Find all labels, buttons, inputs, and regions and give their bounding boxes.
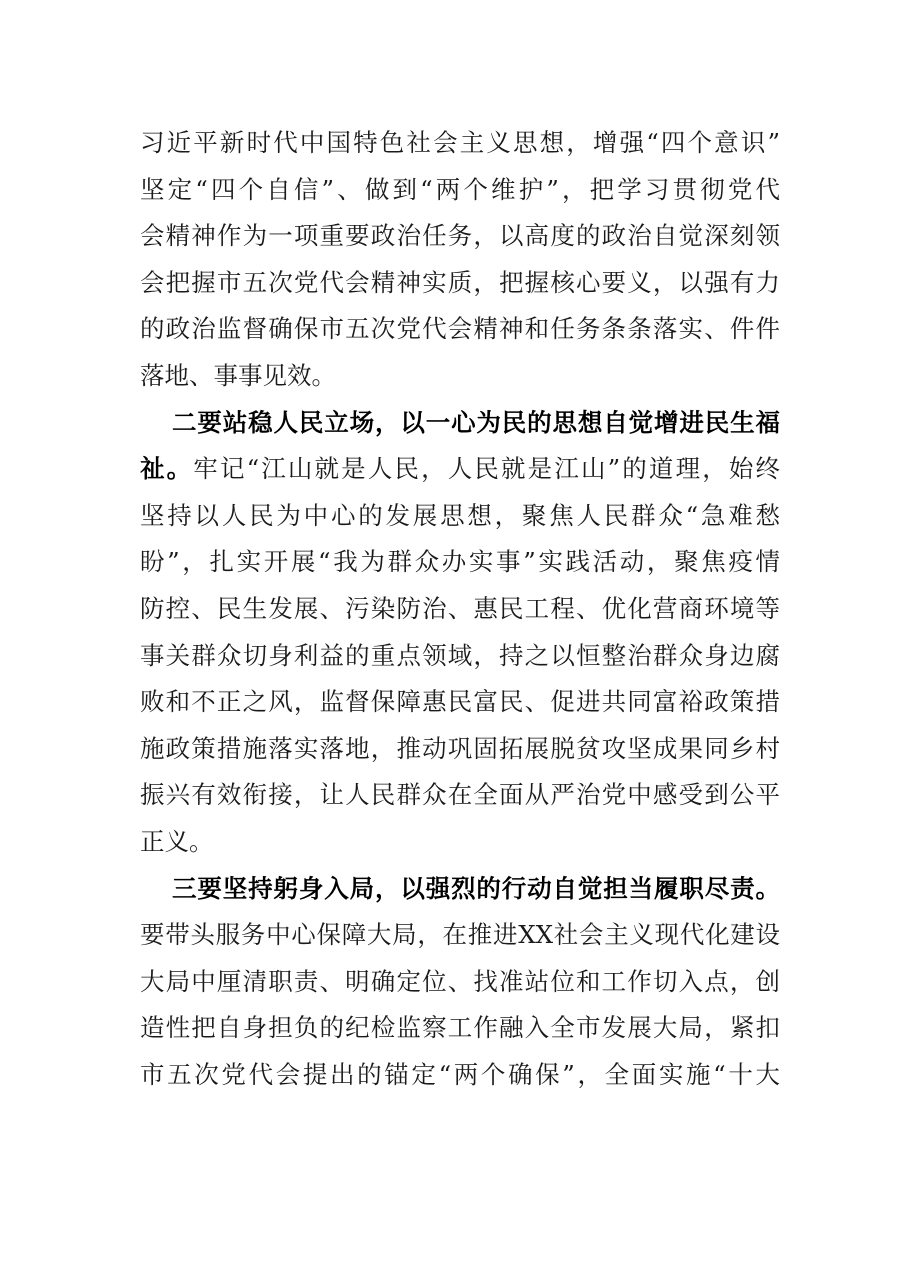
text-line: 坚定“四个自信”、做到“两个维护”，把学习贯彻党代 bbox=[140, 174, 780, 204]
text-line: 正义。 bbox=[140, 826, 214, 856]
text-line: 坚持以人民为中心的发展思想，聚焦人民群众“急难愁 bbox=[140, 500, 780, 530]
text-line: 会精神作为一项重要政治任务，以高度的政治自觉深刻领 bbox=[140, 221, 780, 251]
document-body bbox=[140, 120, 780, 1098]
text-line: 市五次党代会提出的锚定“两个确保”，全面实施“十大 bbox=[140, 1059, 780, 1089]
text-line: 造性把自身担负的纪检监察工作融入全市发展大局，紧扣 bbox=[140, 1013, 780, 1043]
paragraph-3 bbox=[140, 866, 780, 1099]
text-line: 大局中厘清职责、明确定位、找准站位和工作切入点，创 bbox=[140, 966, 780, 996]
text-line: 盼”，扎实开展“我为群众办实事”实践活动，聚焦疫情 bbox=[140, 547, 780, 577]
paragraph-heading: 二要站稳人民立场，以一心为民的思想自觉增进民生福 bbox=[172, 407, 780, 437]
paragraph-1 bbox=[140, 120, 780, 400]
text-line: 习近平新时代中国特色社会主义思想，增强“四个意识” bbox=[140, 128, 780, 157]
paragraph-2 bbox=[140, 400, 780, 866]
paragraph-heading-end: 祉。 bbox=[140, 454, 194, 484]
text-line: 会把握市五次党代会精神实质，把握核心要义，以强有力 bbox=[140, 267, 780, 297]
text-line: 的政治监督确保市五次党代会精神和任务条条落实、件件 bbox=[140, 314, 780, 344]
text-line: 败和不正之风，监督保障惠民富民、促进共同富裕政策措 bbox=[140, 687, 780, 717]
text-line: 施政策措施落实落地，推动巩固拓展脱贫攻坚成果同乡村 bbox=[140, 733, 780, 763]
text-line bbox=[140, 446, 780, 493]
text-line: 要带头服务中心保障大局，在推进XX社会主义现代化建设 bbox=[140, 920, 780, 950]
paragraph-heading: 三要坚持躬身入局，以强烈的行动自觉担当履职尽责。 bbox=[172, 873, 780, 903]
text-line: 事关群众切身利益的重点领域，持之以恒整治群众身边腐 bbox=[140, 640, 780, 670]
text-line: 落地、事事见效。 bbox=[140, 360, 336, 390]
text-line: 防控、民生发展、污染防治、惠民工程、优化营商环境等 bbox=[140, 593, 780, 623]
text-line-rest: 牢记“江山就是人民，人民就是江山”的道理，始终 bbox=[193, 454, 780, 484]
text-line: 振兴有效衔接，让人民群众在全面从严治党中感受到公平 bbox=[140, 780, 780, 810]
